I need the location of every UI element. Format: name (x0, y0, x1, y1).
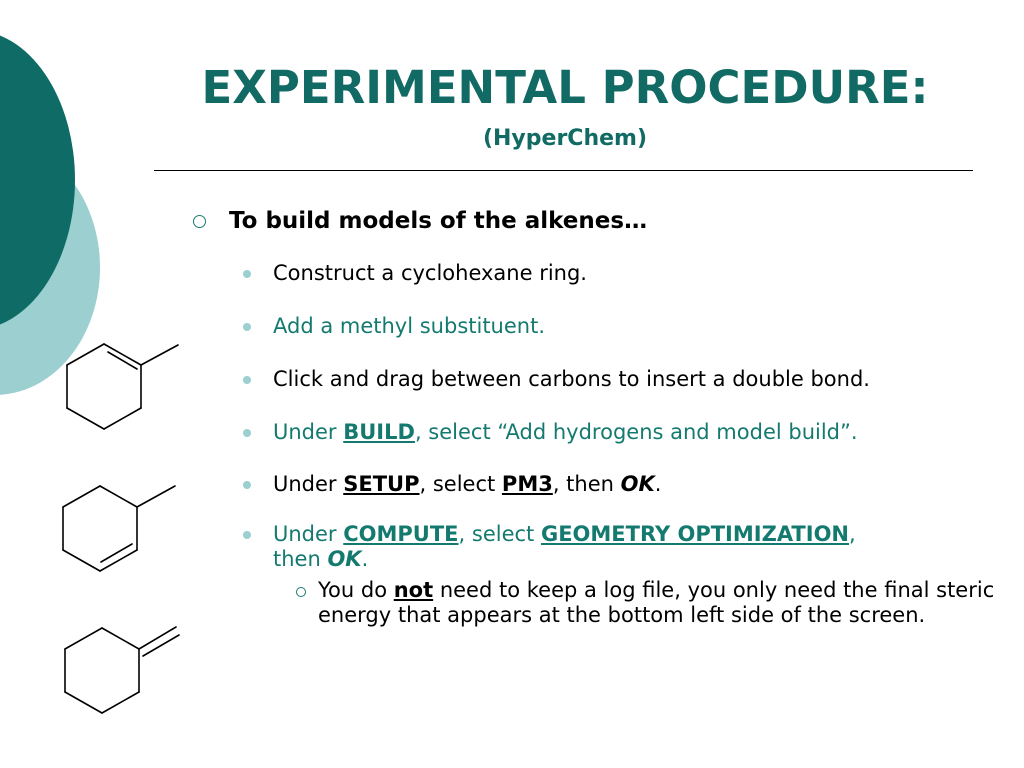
ring-bond (63, 550, 100, 571)
ring-bond (104, 344, 141, 365)
step-text-part: . (654, 472, 662, 496)
bullet-dot-icon (243, 531, 251, 539)
step-text: Add a methyl substituent. (273, 314, 546, 338)
double-bond-inner-line (101, 544, 132, 562)
bullet-dot-icon (243, 376, 251, 384)
sub-note-text (318, 578, 998, 628)
hollow-circle-bullet-icon (296, 587, 306, 597)
bullet-dot-icon (243, 429, 251, 437)
ring-bond (100, 486, 137, 507)
step-text-part: , select “Add hydrogens and model build”. (414, 420, 858, 444)
menu-keyword-build: BUILD (343, 420, 415, 444)
slide-subtitle: (HyperChem) (482, 126, 648, 151)
ring-bond (104, 408, 141, 429)
step-text (273, 420, 983, 445)
step-text: Click and drag between carbons to insert a double bond. (273, 367, 870, 391)
title-divider (154, 170, 973, 171)
heading-text: To build models of the alkenes… (229, 208, 648, 234)
step-text-part: , (849, 522, 856, 546)
step-text-part: , select (458, 522, 541, 546)
menu-keyword-setup: SETUP (343, 472, 420, 496)
emphasis-not: not (393, 578, 434, 602)
ring-bond (67, 408, 104, 429)
step-text-part: Under (273, 522, 344, 546)
bullet-dot-icon (243, 481, 251, 489)
exocyclic-double-bond-line (139, 627, 176, 649)
ring-bond (100, 550, 137, 571)
bullet-dot-icon (243, 270, 251, 278)
ok-keyword: OK (327, 547, 362, 571)
step-text-part: , then (552, 472, 621, 496)
molecule-methylenecyclohexane-icon (55, 618, 190, 723)
bullet-dot-icon (243, 323, 251, 331)
ring-bond (102, 692, 139, 713)
step-text (273, 522, 983, 572)
exocyclic-double-bond-line (143, 635, 179, 656)
hollow-circle-bullet-icon (193, 215, 206, 228)
step-text-part: Under (273, 420, 344, 444)
sub-note-part: need to keep a log file, you only need the final steric energy that appears at the bottom left side of the screen. (318, 578, 995, 627)
step-text-part: then (273, 547, 328, 571)
method-keyword-pm3: PM3 (501, 472, 553, 496)
option-keyword-geometry-optimization: GEOMETRY OPTIMIZATION (540, 522, 850, 546)
methyl-bond (141, 345, 178, 365)
ring-bond (65, 692, 102, 713)
ring-bond (63, 486, 100, 507)
sub-note-part: You do (318, 578, 394, 602)
ring-bond (65, 628, 102, 649)
molecule-1-methylcyclohexene-icon (55, 335, 190, 440)
step-text (273, 472, 983, 497)
methyl-bond (137, 486, 175, 507)
menu-keyword-compute: COMPUTE (343, 522, 459, 546)
molecule-3-methylcyclohexene-icon (55, 478, 190, 583)
step-text-part: . (361, 547, 369, 571)
ring-bond (102, 628, 139, 649)
step-text: Construct a cyclohexane ring. (273, 261, 587, 285)
ok-keyword: OK (620, 472, 655, 496)
step-text-part: , select (419, 472, 502, 496)
step-text-part: Under (273, 472, 344, 496)
ring-bond (67, 344, 104, 365)
slide-title: EXPERIMENTAL PROCEDURE: (201, 61, 929, 114)
